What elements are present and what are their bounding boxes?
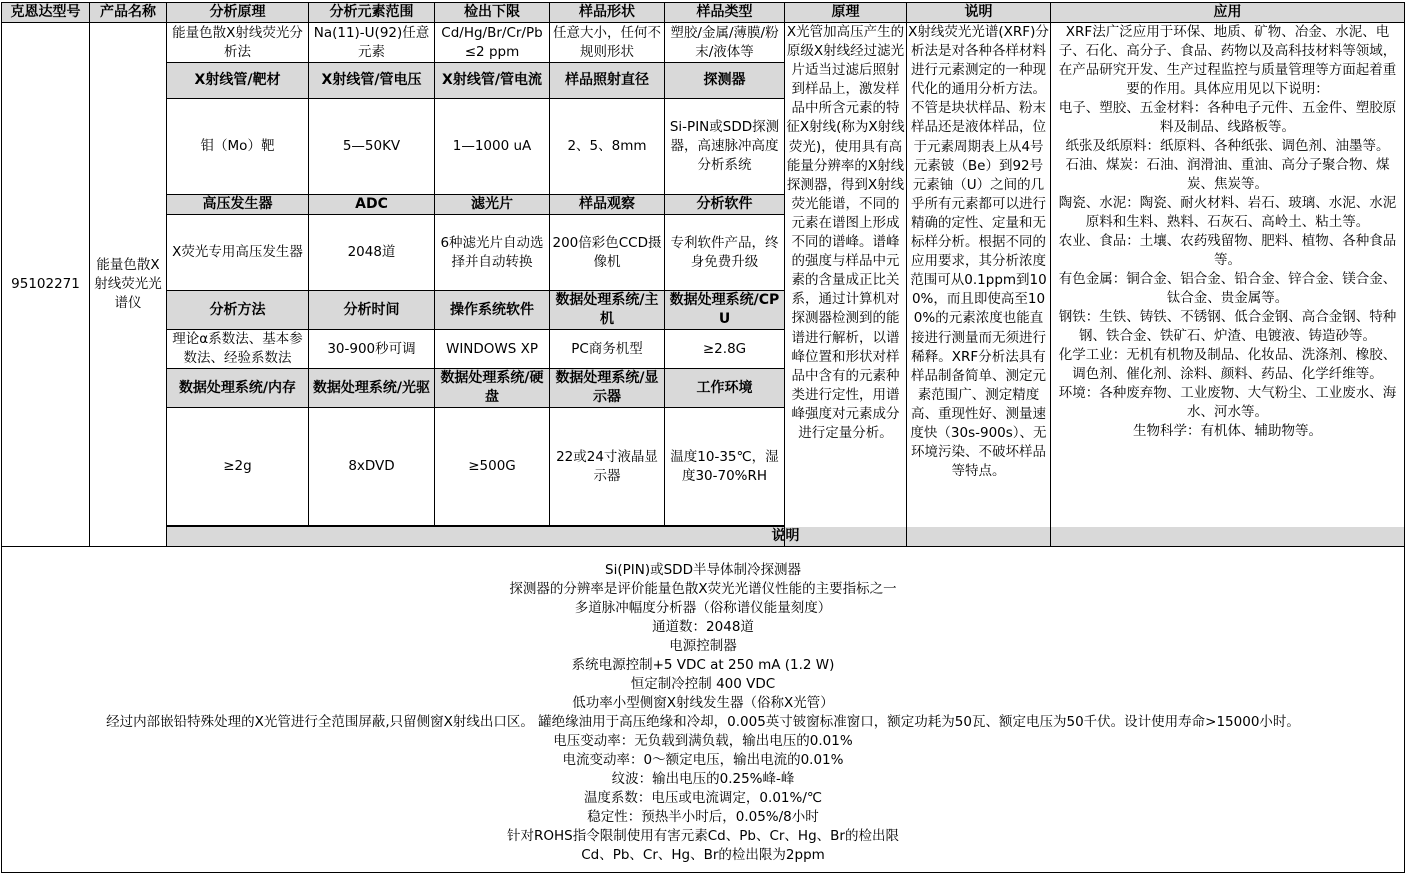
value-detector: Si-PIN或SDD探测器，高速脉冲高度分析系统	[665, 99, 785, 195]
note-line: 纹波：输出电压的0.25%峰-峰	[611, 771, 795, 787]
value-sample-shape: 任意大小，任何不规则形状	[550, 23, 665, 63]
note-line: 通道数：2048道	[652, 619, 754, 635]
application-item: 电子、塑胶、五金材料：各种电子元件、五金件、塑胶原料及制品、线路板等。	[1058, 100, 1397, 135]
note-line: 针对ROHS指令限制使用有害元素Cd、Pb、Cr、Hg、Br的检出限	[507, 828, 899, 844]
label-sample-observation: 样品观察	[550, 195, 665, 215]
product-name: 能量色散X射线荧光光谱仪	[90, 23, 167, 547]
application-list	[1051, 23, 1405, 547]
value-host: PC商务机型	[550, 330, 665, 369]
label-sample-type: 样品类型	[665, 3, 785, 23]
note-line: Si(PIN)或SDD半导体制冷探测器	[605, 562, 801, 578]
header-application: 应用	[1051, 3, 1405, 23]
note-line: 经过内部嵌铅特殊处理的X光管进行全范围屏蔽,只留侧窗X射线出口区。 罐绝缘油用于高压绝缘和冷却，0.005英寸铍窗标准窗口，额定功耗为50瓦、额定电压为50千伏。设计使用寿命>15000小时。	[106, 714, 1300, 730]
label-spot-diameter: 样品照射直径	[550, 63, 665, 99]
application-item: 有色金属：铜合金、铝合金、铅合金、锌合金、镁合金、钛合金、贵金属等。	[1058, 271, 1397, 306]
label-cpu: 数据处理系统/CPU	[665, 291, 785, 330]
label-detector: 探测器	[665, 63, 785, 99]
note-line: 系统电源控制+5 VDC at 250 mA (1.2 W)	[571, 657, 835, 673]
label-analysis-time: 分析时间	[309, 291, 435, 330]
value-hv-generator: X荧光专用高压发生器	[167, 215, 309, 291]
label-analysis-principle: 分析原理	[167, 3, 309, 23]
application-item: 陶瓷、水泥：陶瓷、耐火材料、岩石、玻璃、水泥、水泥原料和生料、熟料、石灰石、高岭土、粘土等。	[1058, 195, 1397, 230]
note-line: 恒定制冷控制 400 VDC	[630, 676, 776, 692]
spec-table	[1, 2, 1405, 873]
note-line: 多道脉冲幅度分析器（俗称谱仪能量刻度）	[574, 600, 832, 616]
application-item: 石油、煤炭：石油、润滑油、重油、高分子聚合物、煤炭、焦炭等。	[1065, 157, 1390, 192]
note-line: Cd、Pb、Cr、Hg、Br的检出限为2ppm	[581, 847, 825, 863]
label-hard-disk: 数据处理系统/硬盘	[435, 369, 550, 408]
label-tube-current: X射线管/管电流	[435, 63, 550, 99]
value-analysis-software: 专利软件产品，终身免费升级	[665, 215, 785, 291]
label-adc: ADC	[309, 195, 435, 215]
application-item: 钢铁：生铁、铸铁、不锈钢、低合金钢、高合金钢、特种钢、铁合金、铁矿石、炉渣、电镀液、铸造砂等。	[1058, 309, 1397, 344]
label-analysis-method: 分析方法	[167, 291, 309, 330]
value-hard-disk: ≥500G	[435, 408, 550, 526]
label-hv-generator: 高压发生器	[167, 195, 309, 215]
note-line: 稳定性：预热半小时后，0.05%/8小时	[587, 809, 819, 825]
value-optical-drive: 8xDVD	[309, 408, 435, 526]
label-memory: 数据处理系统/内存	[167, 369, 309, 408]
value-filter: 6种滤光片自动选择并自动转换	[435, 215, 550, 291]
label-environment: 工作环境	[665, 369, 785, 408]
value-analysis-time: 30-900秒可调	[309, 330, 435, 369]
note-line: 探测器的分辨率是评价能量色散X荧光光谱仪性能的主要指标之一	[509, 581, 897, 597]
label-tube-voltage: X射线管/管电压	[309, 63, 435, 99]
application-intro: XRF法广泛应用于环保、地质、矿物、冶金、水泥、电子、石化、高分子、食品、药物以及高科技材料等领域，在产品研究开发、生产过程监控与质量管理等方面起着重要的作用。具体应用见以下说明：	[1058, 24, 1397, 97]
application-item: 纸张及纸原料：纸原料、各种纸张、调色剂、油墨等。	[1065, 138, 1390, 154]
label-sample-shape: 样品形状	[550, 3, 665, 23]
value-adc: 2048道	[309, 215, 435, 291]
value-os-software: WINDOWS XP	[435, 330, 550, 369]
application-item: 农业、食品：土壤、农药残留物、肥料、植物、各种食品等。	[1058, 233, 1397, 268]
value-xray-target: 钼（Mo）靶	[167, 99, 309, 195]
description-text: X射线荧光光谱(XRF)分析法是对各种各样材料进行元素测定的一种现代化的通用分析方法。不管是块状样品、粉末样品还是液体样品，位于元素周期表上从4号元素铍（Be）到92号元素铀（U）之间的几乎所有元素都可以进行精确的定性、定量和无标样分析。根据不同的应用要求，其分析浓度范围可从0.1ppm到100%，而且即使高至100%的元素浓度也能直接进行测量而无须进行稀释。XRF分析法具有样品制备简单、测定元素范围广、测定精度高、重现性好、测量速度快（30s-900s）、无环境污染、不破坏样品等特点。	[907, 23, 1051, 547]
note-line: 电压变动率：无负载到满负载，输出电压的0.01%	[553, 733, 853, 749]
value-analysis-method: 理论α系数法、基本参数法、经验系数法	[167, 330, 309, 369]
note-line: 温度系数：电压或电流调定，0.01%/℃	[583, 790, 823, 806]
note-line: 低功率小型侧窗X射线发生器（俗称X光管）	[572, 695, 834, 711]
value-spot-diameter: 2、5、8mm	[550, 99, 665, 195]
principle-text: X光管加高压产生的原级X射线经过滤光片适当过滤后照射到样品上，激发样品中所含元素的特征X射线(称为X射线荧光)，使用具有高能量分辨率的X射线探测器，得到X射线荧光能谱，不同的元素在谱图上形成不同的谱峰。谱峰的强度与样品中元素的含量成正比关系，通过计算机对探测器检测到的能谱进行解析，以谱峰位置和形状对样品中含有的元素种类进行定性，用谱峰强度对元素成分进行定量分析。	[785, 23, 907, 547]
label-xray-target: X射线管/靶材	[167, 63, 309, 99]
label-optical-drive: 数据处理系统/光驱	[309, 369, 435, 408]
label-host: 数据处理系统/主机	[550, 291, 665, 330]
header-product-name: 产品名称	[90, 3, 167, 23]
notes-body	[2, 547, 1405, 873]
header-model-no: 克恩达型号	[2, 3, 90, 23]
label-element-range: 分析元素范围	[309, 3, 435, 23]
value-cpu: ≥2.8G	[665, 330, 785, 369]
value-environment: 温度10-35℃，湿度30-70%RH	[665, 408, 785, 526]
value-analysis-principle: 能量色散X射线荧光分析法	[167, 23, 309, 63]
label-os-software: 操作系统软件	[435, 291, 550, 330]
value-detection-limit: Cd/Hg/Br/Cr/Pb≤2 ppm	[435, 23, 550, 63]
application-item: 化学工业：无机有机物及制品、化妆品、洗涤剂、橡胶、调色剂、催化剂、涂料、颜料、药品、化学纤维等。	[1058, 347, 1397, 382]
notes-header: 说明	[167, 527, 1405, 547]
label-analysis-software: 分析软件	[665, 195, 785, 215]
value-tube-voltage: 5—50KV	[309, 99, 435, 195]
value-display: 22或24寸液晶显示器	[550, 408, 665, 526]
value-tube-current: 1—1000 uA	[435, 99, 550, 195]
label-display: 数据处理系统/显示器	[550, 369, 665, 408]
note-line: 电源控制器	[669, 638, 737, 654]
value-sample-observation: 200倍彩色CCD摄像机	[550, 215, 665, 291]
application-item: 生物科学：有机体、辅助物等。	[1133, 423, 1322, 439]
value-sample-type: 塑胶/金属/薄膜/粉末/液体等	[665, 23, 785, 63]
header-principle: 原理	[785, 3, 907, 23]
note-line: 电流变动率：0～额定电压，输出电流的0.01%	[562, 752, 844, 768]
label-detection-limit: 检出下限	[435, 3, 550, 23]
value-element-range: Na(11)-U(92)任意元素	[309, 23, 435, 63]
application-item: 环境：各种废弃物、工业废物、大气粉尘、工业废水、海水、河水等。	[1058, 385, 1397, 420]
model-number: 95102271	[2, 23, 90, 547]
header-description: 说明	[907, 3, 1051, 23]
value-memory: ≥2g	[167, 408, 309, 526]
label-filter: 滤光片	[435, 195, 550, 215]
